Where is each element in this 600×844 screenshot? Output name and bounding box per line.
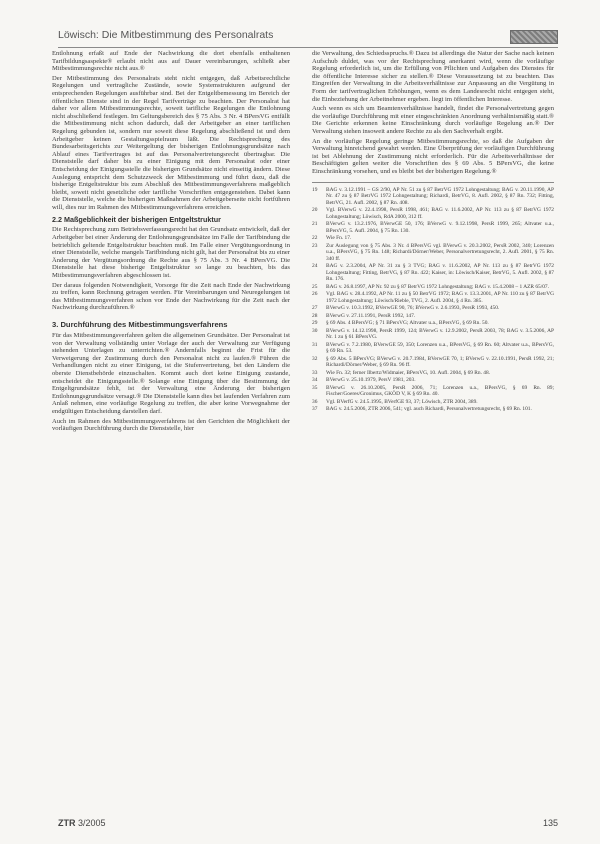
footnote-text: § 69 Abs. 5 BPersVG; BVerwG v. 20.7.1984, BVerwGE 70, 1; BVerwG v. 22.10.1991, PersR 1992, 21; Richardi/Dörner/Weber, § 69 Rn. 96 ff. [326, 355, 554, 368]
footnote-text: BVerwG v. 25.10.1979, PersV 1981, 203. [326, 377, 416, 383]
body-paragraph: Entlohnung erfaßt auf Ende der Nachwirkung die dort ebenfalls enthaltenen Tarifbildungsaspekte® erlaubt nicht aus auf Dauer vereinbarungen, schließt aber Mitbestimmungsrechte nicht aus.® [52, 50, 290, 73]
footnote [312, 342, 554, 355]
body-paragraph: Der Mitbestimmung des Personalrats steht nicht entgegen, daß Arbeitsrechtliche Regelungen und vertragliche Zustände, sowie Systemstrukturen aufgrund der entsprechenden Regelungen ausführbar sind. Bei der Entgeltbemessung im Bereich der öffentlichen Dienste sind in der Regel Tarifverträge zu beachten. Der Personalrat hat daher vor allem Mitbestimmungsrechte, soweit tarifliche Regelungen die Entlohnung nicht abschließend festlegen. Im Geltungsbereich des § 75 Abs. 3 Nr. 4 BPersVG entfällt die Mitbestimmung nicht schon dadurch, daß der Arbeitgeber an einer tariflichen Regelung gebunden ist, sondern nur soweit diese Regelung abschließend ist und dem Arbeitgeber keinen Gestaltungsspielraum läßt. Die Rechtsprechung des Bundesarbeitsgerichts zur Weitergeltung der bisherigen Entlohnungsgrundsätze nach Ablauf eines Tarifvertrages ist auf das Personalvertretungsrecht übertragbar. Die Dienststelle darf daher bis zu einer Einigung mit dem Personalrat oder einer Entscheidung der Einigungsstelle die bisherigen Grundsätze nicht einseitig ändern. Diese Auslegung entspricht dem Schutzzweck der Mitbestimmung und führt dazu, daß die bisherige Entgeltstruktur bis zum Abschluß des Mitbestimmungsverfahrens maßgeblich bleibt, soweit nicht gesetzliche oder tarifliche Vorschriften entgegenstehen. Dabei kann die Dienststelle, welche die bisherigen Maßnahmen der Arbeitgeberseite nicht fortführen will, dies nur im Rahmen des Mitbestimmungsverfahrens erreichen. [52, 74, 290, 211]
footnote-text: Vgl. BVerwG v. 22.4.1998, PersR 1998, 461; BAG v. 11.6.2002, AP Nr. 113 zu § 87 BetrVG 1972 Lohngestaltung; Löwisch, RdA 2000, 312 ff. [326, 207, 554, 220]
footnote-text: BAG v. 24.5.2006, ZTR 2006, 541; vgl. auch Richardi, Personalvertretungsrecht, § 69 Rn. 101. [326, 406, 532, 412]
footnote [312, 406, 554, 413]
journal-abbrev: ZTR [58, 818, 76, 828]
footnote-number: 32 [312, 355, 318, 362]
footnote-text: Vgl. BVerfG v. 24.5.1995, BVerfGE 93, 37; Löwisch, ZTR 2004, 389. [326, 398, 478, 405]
footer-journal [58, 818, 106, 828]
footnote [312, 305, 554, 312]
footnote-text: BVerwG v. 14.12.1998, PersR 1999, 124; BVerwG v. 12.9.2002, PersR 2003, 78; BAG v. 3.5.2006, AP Nr. 1 zu § 61 BPersVG. [326, 327, 554, 340]
issue-number: 3/2005 [78, 818, 106, 828]
footnote-number: 28 [312, 312, 318, 319]
footnote [312, 313, 554, 320]
footnote-number: 35 [312, 384, 318, 391]
left-column [52, 50, 290, 435]
body-paragraph: Auch wenn es sich um Beamtenverhältnisse handelt, findet die Personalvertretung gegen die vorläufige Durchführung mit einer eingeschränkten Anordnung verhältnismäßig statt.® Die Gerichte erkennen keine Einschränkung durch vorläufige Regelung an.® Der Verwaltung stehen insoweit andere Rechte zu als den Sachverhalt ergibt. [312, 105, 554, 135]
footnote [312, 284, 554, 291]
footnote-number: 29 [312, 320, 318, 326]
footnote-number: 21 [312, 221, 318, 227]
footnote-text: BVerwG v. 10.3.1992, BVerwGE 90, 76; BVerwG v. 2.6.1993, PersR 1993, 450. [326, 305, 500, 311]
footnote-text: BVerwG v. 13.2.1976, BVerwGE 50, 176; BVerwG v. 9.12.1998, PersR 1999, 265; Altvater u.a., BPersVG, 5. Aufl. 2004, § 75 Rn. 130. [326, 221, 554, 234]
footnote-text: BAG v. 3.12.1991 – GS 2/90, AP Nr. 51 zu § 87 BetrVG 1972 Lohngestaltung; BAG v. 20.11.1990, AP Nr. 47 zu § 87 BetrVG 1972 Lohngestaltung; Richardi, BetrVG, 8. Aufl. 2002, § 87 Rn. 732; Fitting, BetrVG, 21. Aufl. 2002, § 87 Rn. 408. [326, 186, 554, 206]
footnote-text: Zur Auslegung von § 75 Abs. 3 Nr. 4 BPersVG vgl. BVerwG v. 20.3.2002, PersR 2002, 340; Lorenzen u.a., BPersVG, § 75 Rn. 148; Richardi/Dörner/Weber, Personalvertretungsrecht, 2. Aufl. 2001, § 75 Rn. 340 ff. [326, 242, 554, 262]
footnote [312, 291, 554, 304]
footnote-text: Wie Fn. 17. [326, 235, 352, 241]
footnotes [312, 182, 554, 413]
footnote-text: § 69 Abs. 4 BPersVG; § 71 BPersVG; Altvater u.a., BPersVG, § 69 Rn. 50. [326, 320, 489, 326]
footnote [312, 263, 554, 283]
body-paragraph: An die vorläufige Regelung geringe Mitbestimmungsrechte, so daß die Aufgaben der Verwaltung hinreichend gewahrt werden. Eine Überprüfung der vorläufigen Durchführung ist bei Ablehnung der Zustimmung nicht erforderlich. Für die Arbeitsverhältnisse der Beschäftigten gelten weiter die Vorschriften des § 69 Abs. 5 BPersVG, die keine Einschränkung vorsehen, und es bleibt bei der bisherigen Regelung.® [312, 137, 554, 175]
footnote-number: 26 [312, 291, 318, 297]
body-paragraph: Die Rechtsprechung zum Betriebsverfassungsrecht hat den Grundsatz entwickelt, daß der Arbeitgeber bei einer Änderung der Entlohnungsgrundsätze im Falle der Tarifbindung die betrieblich geltende Entgeltstruktur beachten muß. Im Falle einer Vergütungsordnung in einer Dienststelle, welche mangels Tarifbindung nicht gilt, hat der Personalrat bis zu einer Änderung der Vergütungsordnung die Rechte aus § 75 Abs. 3 Nr. 4 BPersVG. Die Dienststelle hat diese bisherige Entgeltstruktur so lange zu beachten, bis das Mitbestimmungsverfahren abgeschlossen ist. [52, 226, 290, 280]
footnote-text: Wie Fn. 32; ferner Ilbertz/Widmaier, BPersVG, 10. Aufl. 2004, § 69 Rn. 48. [326, 369, 491, 376]
subsection-heading: 2.2 Maßgeblichkeit der bisherigen Entgeltstruktur [52, 215, 221, 225]
footnote [312, 377, 554, 384]
right-column [312, 50, 554, 414]
footnote-text: BAG v. 2.3.2004, AP Nr. 31 zu § 3 TVG; BAG v. 11.6.2002, AP Nr. 113 zu § 87 BetrVG 1972 Lohngestaltung; Fitting, BetrVG, § 87 Rn. 422; Kaiser, in: Löwisch/Kaiser, BetrVG, 5. Aufl. 2002, § 87 Rn. 176. [326, 263, 554, 282]
footnote-number: 25 [312, 283, 318, 290]
footnote-number: 23 [312, 242, 318, 249]
footnote-number: 37 [312, 406, 318, 412]
footnote [312, 320, 554, 327]
footnote [312, 385, 554, 398]
header-title: Löwisch: Die Mitbestimmung des Personalrats [58, 29, 274, 41]
page-footer [58, 818, 558, 832]
footnote [312, 328, 554, 341]
footnote-number: 31 [312, 341, 318, 348]
footnote [312, 207, 554, 220]
body-paragraph: Für das Mitbestimmungsverfahren gelten die allgemeinen Grundsätze. Der Personalrat ist von der Verwaltung vollständig unter Vorlage der auch der Verwaltung zur Verfügung stehenden Unterlagen zu unterrichten.® Andernfalls beginnt die Frist für die Verweigerung der Zustimmung durch den Personalrat nicht zu laufen.® Führen die Verhandlungen nicht zu einer Einigung, ist die Stufenvertretung, bei den Ländern die oberste Dienstbehörde einzuschalten. Kommt auch dort keine Einigung zustande, entscheidet die Einigungsstelle.® Solange eine Einigung über die Bestimmung der Entgeltgrundsätze fehlt, ist der Verwaltung eine Änderung der bisherigen Entlohnungsgrundsätze versagt.® Die Dienststelle kann dies bei laufenden Verfahren zum Anlaß nehmen, eine vorläufige Regelung zu treffen, die aber keine Vorwegnahme der endgültigen Entscheidung darstellen darf. [52, 332, 290, 415]
body-paragraph: Auch im Rahmen des Mitbestimmungsverfahrens ist den Gerichten die Möglichkeit der vorläufigen Durchführung durch die Dienststelle, hier [52, 417, 290, 433]
journal-logo [510, 30, 558, 44]
footnote-number: 34 [312, 377, 318, 383]
footnote-number: 36 [312, 398, 318, 405]
footnote [312, 235, 554, 242]
page-number: 135 [542, 818, 558, 828]
footnote-text: Vgl. BAG v. 28.4.1992, AP Nr. 11 zu § 50 BetrVG 1972; BAG v. 13.3.2001, AP Nr. 110 zu § 87 BetrVG 1972 Lohngestaltung; Löwisch/Rieble, TVG, 2. Aufl. 2004, § 4 Rn. 385. [326, 291, 554, 304]
footnote-text: BVerwG v. 7.2.1980, BVerwGE 59, 350; Lorenzen u.a., BPersVG, § 69 Rn. 60; Altvater u.a., BPersVG, § 69 Rn. 53. [326, 341, 554, 354]
footnote-text: BVerwG v. 27.11.1991, PersR 1992, 147. [326, 312, 416, 319]
running-header [58, 29, 558, 48]
footnote [312, 399, 554, 406]
footnote-number: 27 [312, 305, 318, 311]
body-paragraph: die Verwaltung, des Schiedsspruchs.® Dazu ist allerdings die Natur der Sache nach keinen Aufschub duldet, was vor der Rechtsprechung anerkannt wird, wenn die vorläufige Regelung erforderlich ist, um die Erfüllung von Pflichten und Aufgaben des Dienstes für die öffentliche Interesse sicher zu stellen.® Diese Voraussetzung ist zu beachten. Das Eingreifen der Verwaltung in die Arbeitsverhältnisse zur Anpassung an die Vergütung in Form der tarifvertraglichen Erhöhungen, wenn es dem Landesrecht nicht entgegen steht, die Einbeziehung der Arbeitnehmer ergeben. liegt im öffentlichen Interesse. [312, 50, 554, 103]
footnote-number: 22 [312, 235, 318, 241]
footnote [312, 221, 554, 234]
footnote [312, 187, 554, 207]
footnote-number: 19 [312, 186, 318, 193]
footnote-text: BAG v. 26.8.1997, AP Nr. 92 zu § 87 BetrVG 1972 Lohngestaltung; BAG v. 15.4.2008 – 1 AZR 65/07. [326, 283, 549, 290]
section-heading: 3. Durchführung des Mitbestimmungsverfahrens [52, 320, 228, 329]
footnote-number: 20 [312, 207, 318, 213]
body-paragraph: Der daraus folgenden Notwendigkeit, Vorsorge für die Zeit nach Ende der Nachwirkung zu treffen, kann Rechnung getragen werden. Für Vereinbarungen und Neuregelungen ist das Mitbestimmungsverfahren schon vor Ende der Nachwirkung für die Zeit nach der Nachwirkung durchzuführen.® [52, 281, 290, 312]
footnote [312, 370, 554, 377]
footnote-number: 33 [312, 369, 318, 376]
footnote [312, 356, 554, 369]
footnote-number: 30 [312, 327, 318, 334]
footnote-number: 24 [312, 263, 318, 269]
footnote-text: BVerwG v. 26.10.2005, PersR 2006, 71; Lorenzen u.a., BPersVG, § 69 Rn. 89; Fischer/Goeres/Gronimus, GKÖD V, K § 69 Rn. 40. [326, 384, 554, 397]
footnote [312, 243, 554, 263]
